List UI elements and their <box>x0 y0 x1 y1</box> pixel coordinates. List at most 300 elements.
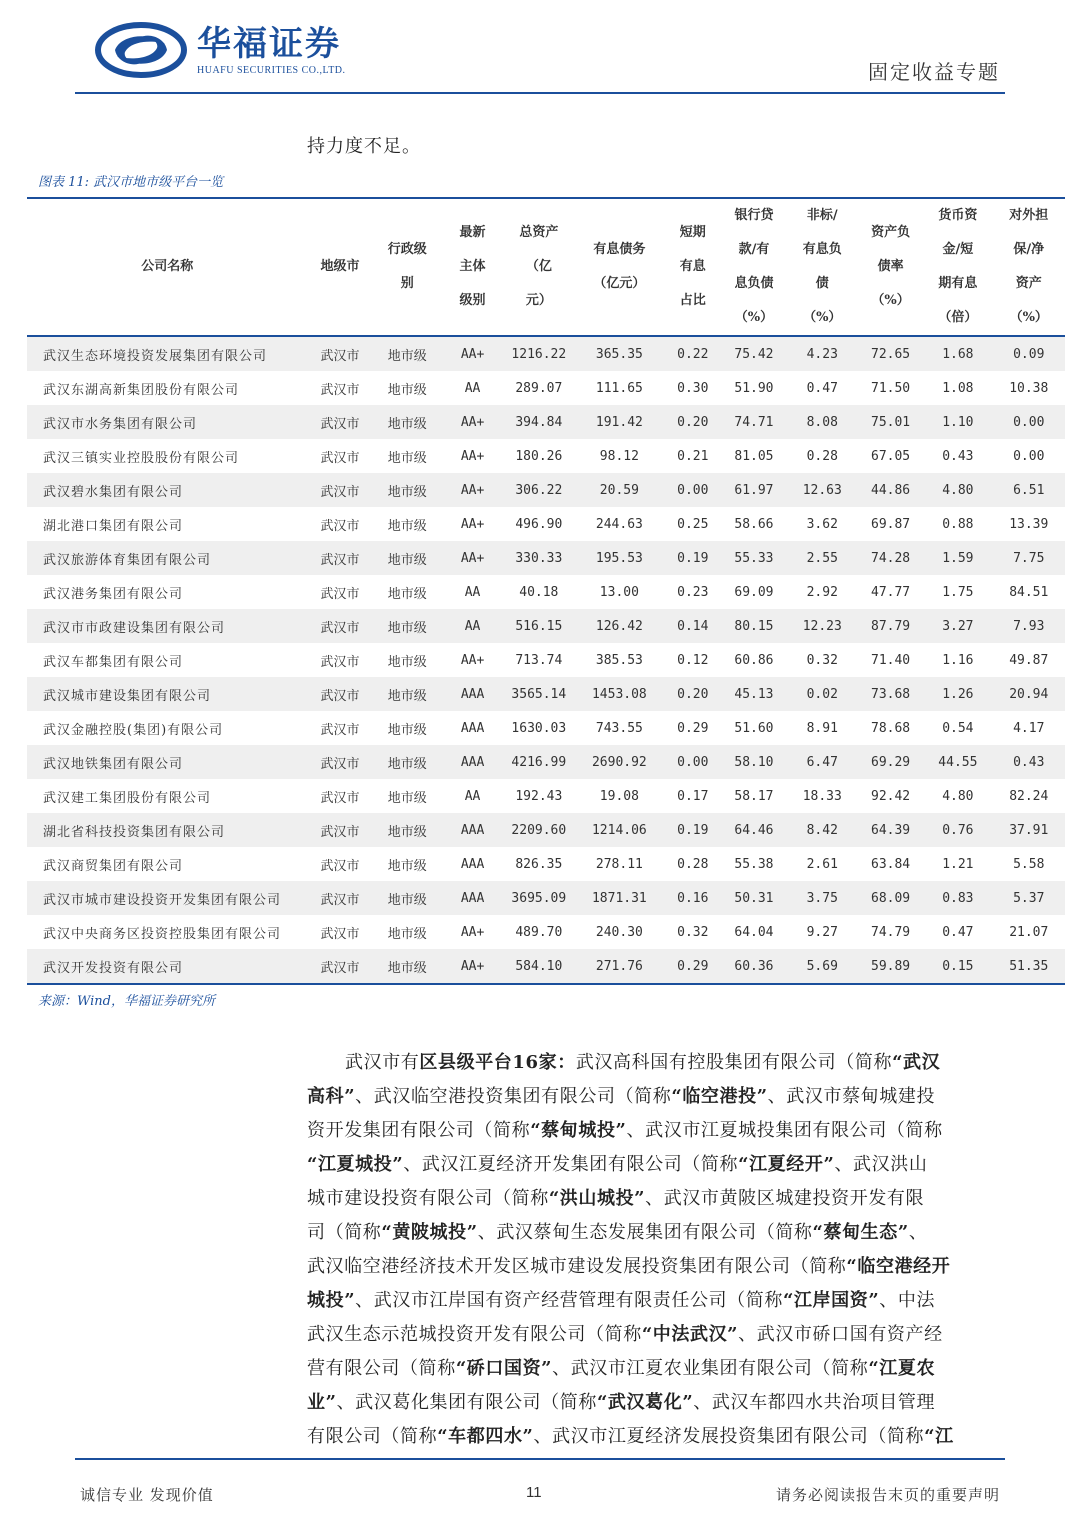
table-cell: 12.23 <box>787 609 858 643</box>
table-cell: 0.43 <box>993 745 1065 779</box>
table-cell: 69.09 <box>734 584 774 600</box>
table-cell: 72.65 <box>858 336 923 371</box>
table-cell: 0.29 <box>664 949 721 983</box>
table-cell: 地市级 <box>373 813 442 847</box>
table-cell: 地市级 <box>387 654 427 670</box>
table-cell: 0.32 <box>806 652 838 668</box>
table-cell: 0.19 <box>664 813 721 847</box>
column-header-line: 期有息 <box>938 276 978 291</box>
table-cell: 武汉市 <box>307 473 372 507</box>
text-run: 武汉生态示范城投资开发有限公司（简称 <box>307 1324 642 1345</box>
table-cell: AA+ <box>460 924 485 940</box>
lead-text: 持力度不足。 <box>307 136 421 157</box>
table-cell: 地市级 <box>387 450 427 466</box>
table-cell: AA+ <box>442 405 503 439</box>
table-cell: 地市级 <box>373 745 442 779</box>
bold-text-run: 城投” <box>307 1290 356 1311</box>
table-cell: 武汉市 <box>307 609 372 643</box>
table-cell: 55.33 <box>721 541 786 575</box>
table-cell: 0.83 <box>923 881 992 915</box>
table-cell: 2209.60 <box>503 813 574 847</box>
column-header <box>993 199 1065 336</box>
text-run: 、武汉临空港投资集团有限公司（简称 <box>355 1086 672 1107</box>
table-cell: 330.33 <box>503 541 574 575</box>
table-cell: 51.60 <box>734 720 774 736</box>
table-cell: AA+ <box>460 448 485 464</box>
company-name-cell: 武汉中央商务区投资控股集团有限公司 <box>43 926 282 942</box>
column-header-line: 息负债 <box>734 276 774 291</box>
column-header-line: 债率 <box>877 259 904 274</box>
column-header-line: 有息 <box>679 259 706 274</box>
table-cell: 地市级 <box>373 949 442 983</box>
footer-slogan: 诚信专业 发现价值 <box>80 1486 214 1504</box>
text-run: 、武汉市江岸国有资产经营管理有限责任公司（简称 <box>355 1290 783 1311</box>
table-cell: 5.37 <box>993 881 1065 915</box>
company-name-cell: 武汉地铁集团有限公司 <box>27 745 307 779</box>
table-cell: 1.10 <box>923 405 992 439</box>
table-cell: 8.42 <box>787 813 858 847</box>
table-cell: 7.75 <box>993 541 1065 575</box>
table-cell: 武汉市 <box>307 813 372 847</box>
table-cell: 地市级 <box>387 790 427 806</box>
column-header-line: （%） <box>734 310 774 325</box>
table-cell: 64.46 <box>721 813 786 847</box>
paragraph-line <box>307 1046 1003 1080</box>
table-cell: 75.42 <box>721 336 786 371</box>
column-header-line: （亿 <box>525 259 552 274</box>
table-cell: 地市级 <box>373 405 442 439</box>
table-cell: 0.29 <box>677 720 709 736</box>
column-header <box>787 199 858 336</box>
table-row <box>27 915 1065 949</box>
table-row <box>27 677 1065 711</box>
table-cell: 地市级 <box>373 609 442 643</box>
bold-text-run: “江夏农 <box>868 1358 936 1379</box>
table-cell: 0.19 <box>664 541 721 575</box>
table-cell: 3.27 <box>923 609 992 643</box>
table-row <box>27 643 1065 677</box>
table-cell: 武汉市 <box>307 336 372 371</box>
column-header <box>503 199 574 336</box>
table-cell: 73.68 <box>858 677 923 711</box>
table-cell: AA <box>442 609 503 643</box>
table-cell: 6.51 <box>993 473 1065 507</box>
table-cell: 92.42 <box>871 788 911 804</box>
table-cell: 0.14 <box>664 609 721 643</box>
table-cell: 8.08 <box>787 405 858 439</box>
table-cell: 武汉市 <box>320 586 360 602</box>
table-cell: 武汉市 <box>320 926 360 942</box>
table-cell: 0.47 <box>942 924 974 940</box>
column-header-line: 款/有 <box>738 242 770 257</box>
bold-text-run: “江夏经开” <box>738 1154 835 1175</box>
table-cell: 743.55 <box>595 720 643 736</box>
table-cell: 19.08 <box>599 788 639 804</box>
table-cell: 2.92 <box>806 584 838 600</box>
table-cell: 0.09 <box>993 336 1065 371</box>
table-cell: AA <box>464 380 481 396</box>
company-name-cell: 武汉建工集团股份有限公司 <box>43 790 212 806</box>
table-cell: 126.42 <box>575 609 665 643</box>
table-cell: 61.97 <box>721 473 786 507</box>
column-header-line: 有息债务 <box>593 242 646 257</box>
table-cell: 0.21 <box>677 448 709 464</box>
table-cell: 49.87 <box>1009 652 1049 668</box>
table-cell: 584.10 <box>503 949 574 983</box>
table-cell: AA+ <box>460 652 485 668</box>
table-cell: 0.28 <box>677 856 709 872</box>
table-cell: 4.80 <box>942 788 974 804</box>
table-cell: 2.61 <box>806 856 838 872</box>
table-cell: AA+ <box>442 336 503 371</box>
table-cell: 3.62 <box>806 516 838 532</box>
table-cell: 9.27 <box>806 924 838 940</box>
table-row <box>27 847 1065 881</box>
table-cell: AAA <box>460 856 485 872</box>
column-header-line: 债 <box>815 276 829 291</box>
table-row <box>27 371 1065 405</box>
table-cell: 6.47 <box>787 745 858 779</box>
bold-text-run: “车都四水” <box>437 1426 534 1447</box>
table-cell: 40.18 <box>519 584 559 600</box>
company-name-cell: 武汉市市政建设集团有限公司 <box>27 609 307 643</box>
table-cell: 武汉市 <box>307 949 372 983</box>
text-run: 、武汉市江夏农业集团有限公司（简称 <box>552 1358 869 1379</box>
table-cell: 1.68 <box>923 336 992 371</box>
table-body <box>27 336 1065 983</box>
bold-text-run: “蔡甸生态” <box>812 1222 909 1243</box>
bold-text-run: 高科” <box>307 1086 356 1107</box>
table-cell: 21.07 <box>1009 924 1049 940</box>
column-header-line: （%） <box>803 310 842 325</box>
paragraph-line <box>307 1182 1003 1216</box>
table-cell: 武汉市 <box>307 541 372 575</box>
table-row <box>27 881 1065 915</box>
table-cell: 87.79 <box>858 609 923 643</box>
bold-text-run: “江夏城投” <box>307 1154 404 1175</box>
bold-text-run: “武汉 <box>892 1052 941 1073</box>
table-cell: 1.21 <box>942 856 974 872</box>
table-cell: AA <box>464 584 481 600</box>
table-cell: 1216.22 <box>503 336 574 371</box>
table-cell: 74.71 <box>721 405 786 439</box>
table-cell: 1.75 <box>942 584 974 600</box>
table-cell: 278.11 <box>595 856 643 872</box>
table-row <box>27 745 1065 779</box>
table-cell: 武汉市 <box>320 654 360 670</box>
column-header-line: （亿元） <box>593 276 646 291</box>
table-cell: 0.15 <box>923 949 992 983</box>
table-cell: 0.54 <box>942 720 974 736</box>
text-run: 、武汉市蔡甸城建投 <box>767 1086 936 1107</box>
company-name-cell: 武汉商贸集团有限公司 <box>43 858 184 874</box>
table-cell: 武汉市 <box>307 745 372 779</box>
column-header-line: 非标/ <box>806 208 838 223</box>
table-cell: 武汉市 <box>307 677 372 711</box>
column-header <box>307 199 372 336</box>
table-cell: 0.00 <box>664 473 721 507</box>
table-cell: AA+ <box>442 541 503 575</box>
table-cell: 1871.31 <box>575 881 665 915</box>
table-cell: 69.29 <box>858 745 923 779</box>
table-cell: AA+ <box>460 516 485 532</box>
table-row <box>27 813 1065 847</box>
text-run: 、武汉葛化集团有限公司（简称 <box>336 1392 597 1413</box>
header-divider <box>75 92 1005 94</box>
table-cell: 地市级 <box>373 677 442 711</box>
column-header-line: 占比 <box>679 293 706 308</box>
table-cell: 47.77 <box>871 584 911 600</box>
table-cell: 地市级 <box>373 541 442 575</box>
table-cell: 51.90 <box>734 380 774 396</box>
table-cell: 地市级 <box>387 586 427 602</box>
column-header <box>575 199 665 336</box>
page-header <box>0 0 1080 95</box>
company-name-cell: 武汉开发投资有限公司 <box>27 949 307 983</box>
table-row <box>27 609 1065 643</box>
table-cell: 63.84 <box>871 856 911 872</box>
table-cell: 0.22 <box>664 336 721 371</box>
table-cell: 0.00 <box>664 745 721 779</box>
bold-text-run: “硚口国资” <box>455 1358 553 1379</box>
column-header-line: 有息负 <box>802 242 842 257</box>
table-cell: 4216.99 <box>503 745 574 779</box>
table-cell: 地市级 <box>387 722 427 738</box>
table-cell: 74.28 <box>858 541 923 575</box>
huafu-logo-icon <box>95 22 187 78</box>
column-header-line: 最新 <box>459 225 486 240</box>
table-cell: 0.30 <box>677 380 709 396</box>
text-run: 、武汉江夏经济开发集团有限公司（简称 <box>403 1154 739 1175</box>
table-cell: 394.84 <box>503 405 574 439</box>
text-run: 、武汉蔡甸生态发展集团有限公司（简称 <box>477 1222 813 1243</box>
column-header-line: 对外担 <box>1009 208 1049 223</box>
table-cell: 0.47 <box>806 380 838 396</box>
text-run: 、武汉市江夏城投集团有限公司（简称 <box>626 1120 943 1141</box>
table-cell: 55.38 <box>734 856 774 872</box>
text-run: 、 <box>908 1222 928 1243</box>
table-cell: 0.32 <box>677 924 709 940</box>
column-header-line: （倍） <box>938 310 978 325</box>
table-cell: 2.55 <box>787 541 858 575</box>
text-run: 武汉高科国有控股集团有限公司（简称 <box>575 1052 893 1073</box>
table-cell: 0.28 <box>806 448 838 464</box>
table-cell: 地市级 <box>373 473 442 507</box>
table-cell: 64.04 <box>734 924 774 940</box>
table-cell: 地市级 <box>387 518 427 534</box>
table-cell: 50.31 <box>721 881 786 915</box>
table-cell: 78.68 <box>871 720 911 736</box>
logo-chinese-name: 华福证券 <box>197 23 341 64</box>
table-cell: 0.16 <box>664 881 721 915</box>
table-cell: 武汉市 <box>307 405 372 439</box>
column-header <box>721 199 786 336</box>
table-cell: 60.36 <box>721 949 786 983</box>
table-cell: 地市级 <box>387 858 427 874</box>
column-header-line: 公司名称 <box>141 259 194 274</box>
company-name-cell: 湖北港口集团有限公司 <box>43 518 184 534</box>
column-header <box>923 199 992 336</box>
table-cell: 71.40 <box>871 652 911 668</box>
table-cell: 45.13 <box>721 677 786 711</box>
table-cell: 0.12 <box>677 652 709 668</box>
table-cell: 地市级 <box>373 881 442 915</box>
table-cell: 地市级 <box>387 382 427 398</box>
company-name-cell: 武汉生态环境投资发展集团有限公司 <box>27 336 307 371</box>
text-run: 司（简称 <box>307 1222 382 1243</box>
paragraph-line <box>307 1080 1003 1114</box>
table-cell: AA <box>464 788 481 804</box>
table-cell: 1.26 <box>923 677 992 711</box>
table-cell: 192.43 <box>515 788 563 804</box>
table-cell: 12.63 <box>787 473 858 507</box>
bold-text-run: “黄陂城投” <box>381 1222 478 1243</box>
column-header <box>442 199 503 336</box>
column-header-line: 资产负 <box>871 225 911 240</box>
table-cell: 58.66 <box>734 516 774 532</box>
footer-disclaimer: 请务必阅读报告末页的重要声明 <box>775 1486 1000 1504</box>
table-cell: 71.50 <box>871 380 911 396</box>
table-cell: 8.91 <box>806 720 838 736</box>
table-cell: 0.02 <box>787 677 858 711</box>
table-cell: 武汉市 <box>320 722 360 738</box>
table-cell: 3565.14 <box>503 677 574 711</box>
table-cell: 10.38 <box>1009 380 1049 396</box>
column-header-line: 总资产 <box>519 225 559 240</box>
table-row <box>27 779 1065 813</box>
text-run: 、武汉车都四水共治项目管理 <box>693 1392 936 1413</box>
paragraph-line <box>307 1250 1003 1284</box>
table-cell: AAA <box>460 720 485 736</box>
bold-text-run: “中法武汉” <box>641 1324 739 1345</box>
table-cell: 289.07 <box>515 380 563 396</box>
table-cell: 191.42 <box>575 405 665 439</box>
table-cell: 58.17 <box>734 788 774 804</box>
paragraph-line <box>307 1148 1003 1182</box>
table-cell: 0.00 <box>993 405 1065 439</box>
table-cell: 0.76 <box>923 813 992 847</box>
table-cell: 0.20 <box>664 677 721 711</box>
table-cell: 68.09 <box>858 881 923 915</box>
table-cell: 64.39 <box>858 813 923 847</box>
table-cell: AAA <box>442 745 503 779</box>
table-cell: 20.59 <box>575 473 665 507</box>
table-cell: 44.86 <box>858 473 923 507</box>
paragraph-line <box>307 1114 1003 1148</box>
table-cell: 4.17 <box>1013 720 1045 736</box>
table-cell: 13.39 <box>1009 516 1049 532</box>
table-cell: 0.88 <box>942 516 974 532</box>
table-cell: 武汉市 <box>320 382 360 398</box>
company-name-cell: 武汉三镇实业控股股份有限公司 <box>43 450 240 466</box>
paragraph-line <box>307 1420 1003 1454</box>
table-cell: 306.22 <box>503 473 574 507</box>
table-cell: 武汉市 <box>320 790 360 806</box>
paragraph-line <box>307 1284 1003 1318</box>
platform-table <box>27 199 1065 983</box>
table-header-row <box>27 199 1065 336</box>
table-cell: 74.79 <box>871 924 911 940</box>
table-cell: 4.80 <box>923 473 992 507</box>
table-cell: 180.26 <box>515 448 563 464</box>
bold-text-run: 业” <box>307 1392 337 1413</box>
table-row <box>27 473 1065 507</box>
table-cell: 3695.09 <box>503 881 574 915</box>
table-cell: 82.24 <box>1009 788 1049 804</box>
text-run: 资开发集团有限公司（简称 <box>307 1120 531 1141</box>
table-row <box>27 336 1065 371</box>
column-header-line: 银行贷 <box>734 208 774 223</box>
table-cell: 244.63 <box>595 516 643 532</box>
table-row <box>27 507 1065 541</box>
table-cell: 1630.03 <box>511 720 567 736</box>
table-cell: 69.87 <box>871 516 911 532</box>
table-cell: 365.35 <box>575 336 665 371</box>
table-caption: 图表 11: 武汉市地市级平台一览 <box>38 175 224 190</box>
table-cell: 武汉市 <box>320 450 360 466</box>
table-cell: 1453.08 <box>575 677 665 711</box>
paragraph-line <box>307 1386 1003 1420</box>
table-cell: 0.00 <box>1013 448 1045 464</box>
table-cell: 1.08 <box>942 380 974 396</box>
bold-text-run: “江 <box>924 1426 954 1447</box>
text-run: 营有限公司（简称 <box>307 1358 456 1379</box>
table-cell: 地市级 <box>387 926 427 942</box>
text-run: 有限公司（简称 <box>307 1426 438 1447</box>
page-number: 11 <box>526 1484 542 1501</box>
column-header-line: 保/净 <box>1013 242 1045 257</box>
column-header-line: 短期 <box>679 225 706 240</box>
column-header-line: 地级市 <box>320 259 360 274</box>
table-cell: 0.25 <box>677 516 709 532</box>
logo-english-name: HUAFU SECURITIES CO.,LTD. <box>197 64 346 76</box>
footer-divider <box>75 1458 1005 1460</box>
table-cell: 516.15 <box>503 609 574 643</box>
table-cell: AAA <box>442 677 503 711</box>
table-cell: 84.51 <box>1009 584 1049 600</box>
bold-text-run: “蔡甸城投” <box>530 1120 627 1141</box>
text-run: 、武汉市江夏经济发展投资集团有限公司（简称 <box>533 1426 925 1447</box>
table-row <box>27 405 1065 439</box>
table-row <box>27 949 1065 983</box>
bold-text-run: “临空港投” <box>671 1086 768 1107</box>
table-cell: 826.35 <box>515 856 563 872</box>
column-header-line: 别 <box>400 276 414 291</box>
column-header-line: 资产 <box>1015 276 1042 291</box>
table-cell: 58.10 <box>721 745 786 779</box>
company-name-cell: 武汉港务集团有限公司 <box>43 586 184 602</box>
table-cell: AAA <box>442 881 503 915</box>
paragraph-line <box>307 1352 1003 1386</box>
table-cell: 0.17 <box>677 788 709 804</box>
column-header-line: （%） <box>871 293 910 308</box>
bold-text-run: 区县级平台16家： <box>419 1052 576 1073</box>
table-cell: 1.59 <box>923 541 992 575</box>
table-cell: 195.53 <box>575 541 665 575</box>
paragraph-line <box>307 1318 1003 1352</box>
company-logo <box>95 22 346 78</box>
table-cell: 81.05 <box>734 448 774 464</box>
company-name-cell: 武汉市城市建设投资开发集团有限公司 <box>27 881 307 915</box>
table-cell: 4.23 <box>787 336 858 371</box>
table-cell: 1.16 <box>942 652 974 668</box>
table-row <box>27 575 1065 609</box>
company-name-cell: 武汉东湖高新集团股份有限公司 <box>43 382 240 398</box>
table-cell: 0.20 <box>664 405 721 439</box>
table-cell: 2690.92 <box>575 745 665 779</box>
text-run: 武汉临空港经济技术开发区城市建设发展投资集团有限公司（简称 <box>307 1256 847 1277</box>
text-run: 武汉市有 <box>345 1052 420 1073</box>
